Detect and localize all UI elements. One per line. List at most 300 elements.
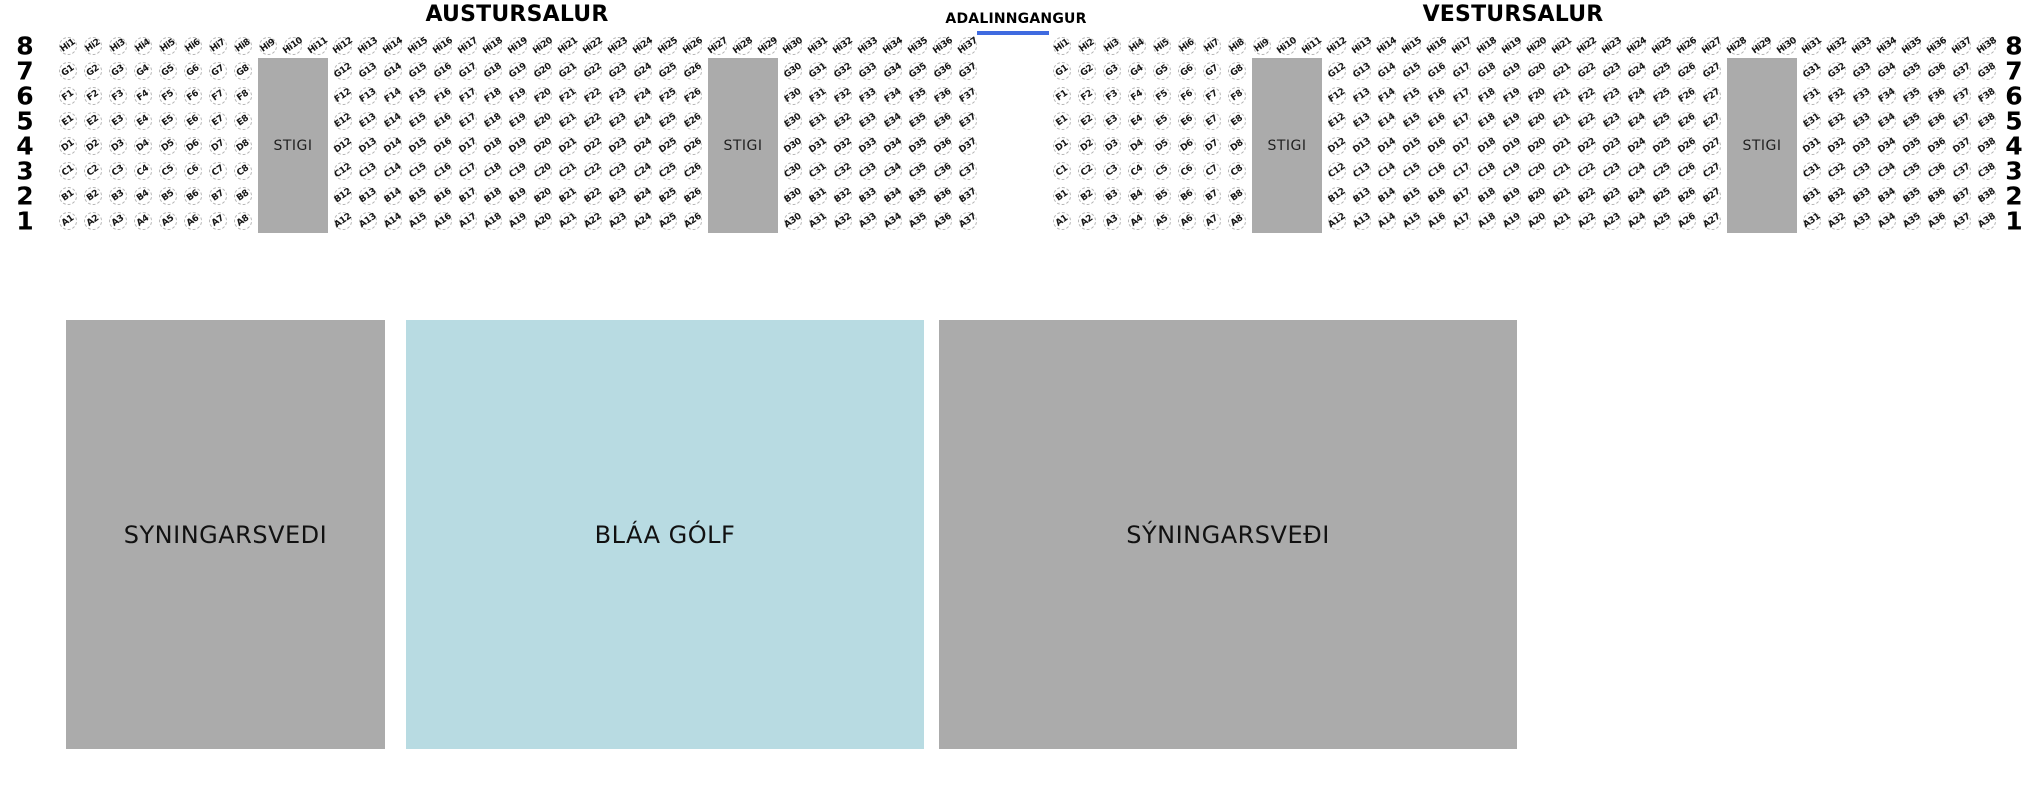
seat[interactable] — [1128, 62, 1146, 80]
seat[interactable] — [1228, 112, 1246, 130]
seat[interactable] — [534, 112, 552, 130]
seat[interactable] — [1903, 212, 1921, 230]
seat[interactable] — [409, 212, 427, 230]
seat[interactable] — [1603, 112, 1621, 130]
seat[interactable] — [934, 62, 952, 80]
seat[interactable] — [834, 137, 852, 155]
seat[interactable] — [809, 187, 827, 205]
seat[interactable] — [1678, 162, 1696, 180]
seat[interactable] — [1528, 112, 1546, 130]
seat[interactable] — [659, 62, 677, 80]
seat[interactable] — [1275, 35, 1299, 57]
seat[interactable] — [1725, 35, 1749, 57]
seat[interactable] — [1328, 162, 1346, 180]
seat[interactable] — [1178, 112, 1196, 130]
seat[interactable] — [1828, 62, 1846, 80]
seat[interactable] — [334, 212, 352, 230]
seat[interactable] — [909, 187, 927, 205]
seat[interactable] — [409, 187, 427, 205]
seat[interactable] — [1103, 112, 1121, 130]
seat[interactable] — [159, 187, 177, 205]
seat[interactable] — [1403, 62, 1421, 80]
seat[interactable] — [859, 112, 877, 130]
seat[interactable] — [1103, 137, 1121, 155]
seat[interactable] — [634, 212, 652, 230]
seat[interactable] — [534, 137, 552, 155]
seat[interactable] — [84, 87, 102, 105]
seat[interactable] — [484, 137, 502, 155]
seat[interactable] — [234, 212, 252, 230]
seat[interactable] — [509, 62, 527, 80]
seat[interactable] — [1228, 87, 1246, 105]
seat[interactable] — [1353, 137, 1371, 155]
seat[interactable] — [1378, 162, 1396, 180]
seat[interactable] — [784, 62, 802, 80]
seat[interactable] — [1528, 212, 1546, 230]
seat[interactable] — [1553, 162, 1571, 180]
seat[interactable] — [1528, 162, 1546, 180]
seat[interactable] — [634, 162, 652, 180]
seat[interactable] — [884, 62, 902, 80]
seat[interactable] — [1678, 112, 1696, 130]
seat[interactable] — [1128, 187, 1146, 205]
seat[interactable] — [1953, 162, 1971, 180]
seat[interactable] — [359, 187, 377, 205]
seat[interactable] — [384, 112, 402, 130]
seat[interactable] — [1400, 35, 1424, 57]
seat[interactable] — [1803, 187, 1821, 205]
seat[interactable] — [509, 137, 527, 155]
seat[interactable] — [1350, 35, 1374, 57]
seat[interactable] — [784, 87, 802, 105]
seat[interactable] — [209, 87, 227, 105]
seat[interactable] — [1053, 212, 1071, 230]
seat[interactable] — [234, 87, 252, 105]
seat[interactable] — [134, 87, 152, 105]
seat[interactable] — [84, 112, 102, 130]
seat[interactable] — [859, 137, 877, 155]
seat[interactable] — [1178, 187, 1196, 205]
seat[interactable] — [1053, 137, 1071, 155]
seat[interactable] — [1478, 212, 1496, 230]
seat[interactable] — [584, 187, 602, 205]
seat[interactable] — [809, 137, 827, 155]
seat[interactable] — [884, 187, 902, 205]
seat[interactable] — [1428, 137, 1446, 155]
seat[interactable] — [1078, 162, 1096, 180]
seat[interactable] — [1953, 187, 1971, 205]
seat[interactable] — [1878, 62, 1896, 80]
seat[interactable] — [209, 212, 227, 230]
seat[interactable] — [431, 35, 455, 57]
seat[interactable] — [959, 212, 977, 230]
seat[interactable] — [434, 162, 452, 180]
seat[interactable] — [1503, 187, 1521, 205]
seat[interactable] — [434, 212, 452, 230]
seat[interactable] — [409, 112, 427, 130]
seat[interactable] — [559, 187, 577, 205]
seat[interactable] — [334, 62, 352, 80]
seat[interactable] — [459, 112, 477, 130]
seat[interactable] — [1928, 212, 1946, 230]
seat[interactable] — [1128, 87, 1146, 105]
seat[interactable] — [384, 87, 402, 105]
seat[interactable] — [684, 162, 702, 180]
seat[interactable] — [1453, 87, 1471, 105]
seat[interactable] — [1978, 187, 1996, 205]
seat[interactable] — [1203, 137, 1221, 155]
seat[interactable] — [1903, 62, 1921, 80]
seat[interactable] — [1678, 187, 1696, 205]
seat[interactable] — [1153, 162, 1171, 180]
seat[interactable] — [1403, 212, 1421, 230]
seat[interactable] — [881, 35, 905, 57]
seat[interactable] — [509, 112, 527, 130]
seat[interactable] — [134, 137, 152, 155]
seat[interactable] — [659, 212, 677, 230]
seat[interactable] — [1853, 112, 1871, 130]
seat[interactable] — [1853, 212, 1871, 230]
seat[interactable] — [634, 62, 652, 80]
seat[interactable] — [684, 87, 702, 105]
seat[interactable] — [359, 112, 377, 130]
seat[interactable] — [1803, 212, 1821, 230]
seat[interactable] — [434, 112, 452, 130]
seat[interactable] — [934, 187, 952, 205]
seat[interactable] — [534, 212, 552, 230]
seat[interactable] — [1203, 212, 1221, 230]
seat[interactable] — [134, 212, 152, 230]
seat[interactable] — [1153, 37, 1171, 55]
seat[interactable] — [1928, 162, 1946, 180]
seat[interactable] — [634, 187, 652, 205]
seat[interactable] — [681, 35, 705, 57]
seat[interactable] — [1403, 137, 1421, 155]
seat[interactable] — [456, 35, 480, 57]
seat[interactable] — [1578, 187, 1596, 205]
seat[interactable] — [1503, 87, 1521, 105]
seat[interactable] — [1628, 162, 1646, 180]
seat[interactable] — [359, 162, 377, 180]
seat[interactable] — [59, 162, 77, 180]
seat[interactable] — [1828, 137, 1846, 155]
seat[interactable] — [409, 137, 427, 155]
seat[interactable] — [1928, 112, 1946, 130]
seat[interactable] — [584, 212, 602, 230]
seat[interactable] — [1328, 187, 1346, 205]
seat[interactable] — [1775, 35, 1799, 57]
seat[interactable] — [934, 162, 952, 180]
seat[interactable] — [884, 162, 902, 180]
seat[interactable] — [909, 87, 927, 105]
seat[interactable] — [184, 187, 202, 205]
seat[interactable] — [484, 62, 502, 80]
seat[interactable] — [509, 212, 527, 230]
seat[interactable] — [434, 87, 452, 105]
seat[interactable] — [1903, 112, 1921, 130]
seat[interactable] — [334, 137, 352, 155]
seat[interactable] — [109, 112, 127, 130]
seat[interactable] — [609, 87, 627, 105]
seat[interactable] — [84, 212, 102, 230]
seat[interactable] — [1453, 112, 1471, 130]
seat[interactable] — [84, 62, 102, 80]
seat[interactable] — [1328, 62, 1346, 80]
seat[interactable] — [834, 162, 852, 180]
seat[interactable] — [184, 137, 202, 155]
seat[interactable] — [1328, 137, 1346, 155]
seat[interactable] — [1950, 35, 1974, 57]
seat[interactable] — [1878, 162, 1896, 180]
seat[interactable] — [1553, 187, 1571, 205]
seat[interactable] — [1700, 35, 1724, 57]
seat[interactable] — [109, 187, 127, 205]
seat[interactable] — [1378, 112, 1396, 130]
seat[interactable] — [1478, 62, 1496, 80]
seat[interactable] — [706, 35, 730, 57]
seat[interactable] — [1500, 35, 1524, 57]
seat[interactable] — [209, 162, 227, 180]
seat[interactable] — [859, 212, 877, 230]
seat[interactable] — [1453, 162, 1471, 180]
seat[interactable] — [1525, 35, 1549, 57]
seat[interactable] — [484, 87, 502, 105]
seat[interactable] — [1428, 62, 1446, 80]
seat[interactable] — [1403, 162, 1421, 180]
seat[interactable] — [1953, 137, 1971, 155]
seat[interactable] — [1203, 37, 1221, 55]
seat[interactable] — [1550, 35, 1574, 57]
seat[interactable] — [634, 112, 652, 130]
seat[interactable] — [1803, 87, 1821, 105]
seat[interactable] — [359, 212, 377, 230]
seat[interactable] — [1978, 162, 1996, 180]
seat[interactable] — [1153, 112, 1171, 130]
seat[interactable] — [1203, 112, 1221, 130]
seat[interactable] — [684, 137, 702, 155]
seat[interactable] — [1128, 212, 1146, 230]
seat[interactable] — [1978, 87, 1996, 105]
seat[interactable] — [1653, 162, 1671, 180]
seat[interactable] — [1103, 62, 1121, 80]
seat[interactable] — [1353, 62, 1371, 80]
seat[interactable] — [1675, 35, 1699, 57]
seat[interactable] — [909, 212, 927, 230]
seat[interactable] — [184, 112, 202, 130]
seat[interactable] — [134, 162, 152, 180]
seat[interactable] — [1678, 137, 1696, 155]
seat[interactable] — [1528, 62, 1546, 80]
seat[interactable] — [1328, 87, 1346, 105]
seat[interactable] — [1503, 62, 1521, 80]
seat[interactable] — [1975, 35, 1999, 57]
seat[interactable] — [584, 137, 602, 155]
seat[interactable] — [956, 35, 980, 57]
seat[interactable] — [1503, 137, 1521, 155]
seat[interactable] — [459, 187, 477, 205]
seat[interactable] — [809, 112, 827, 130]
seat[interactable] — [559, 112, 577, 130]
seat[interactable] — [659, 187, 677, 205]
seat[interactable] — [809, 62, 827, 80]
seat[interactable] — [184, 87, 202, 105]
seat[interactable] — [834, 62, 852, 80]
seat[interactable] — [409, 62, 427, 80]
seat[interactable] — [1453, 212, 1471, 230]
seat[interactable] — [1703, 212, 1721, 230]
seat[interactable] — [159, 62, 177, 80]
seat[interactable] — [1128, 137, 1146, 155]
seat[interactable] — [959, 112, 977, 130]
seat[interactable] — [59, 187, 77, 205]
seat[interactable] — [1253, 37, 1271, 55]
seat[interactable] — [1878, 87, 1896, 105]
seat[interactable] — [1628, 137, 1646, 155]
seat[interactable] — [1703, 187, 1721, 205]
seat[interactable] — [906, 35, 930, 57]
seat[interactable] — [684, 212, 702, 230]
seat[interactable] — [609, 62, 627, 80]
seat[interactable] — [884, 212, 902, 230]
seat[interactable] — [459, 137, 477, 155]
seat[interactable] — [1653, 187, 1671, 205]
seat[interactable] — [184, 212, 202, 230]
seat[interactable] — [1603, 137, 1621, 155]
seat[interactable] — [1978, 112, 1996, 130]
seat[interactable] — [1853, 162, 1871, 180]
seat[interactable] — [1353, 212, 1371, 230]
seat[interactable] — [859, 62, 877, 80]
seat[interactable] — [1228, 137, 1246, 155]
seat[interactable] — [59, 137, 77, 155]
seat[interactable] — [1428, 112, 1446, 130]
seat[interactable] — [1178, 37, 1196, 55]
seat[interactable] — [784, 112, 802, 130]
seat[interactable] — [934, 112, 952, 130]
seat[interactable] — [1103, 162, 1121, 180]
seat[interactable] — [1428, 87, 1446, 105]
seat[interactable] — [1128, 112, 1146, 130]
seat[interactable] — [384, 137, 402, 155]
seat[interactable] — [134, 112, 152, 130]
seat[interactable] — [1828, 187, 1846, 205]
seat[interactable] — [884, 137, 902, 155]
seat[interactable] — [209, 137, 227, 155]
seat[interactable] — [584, 112, 602, 130]
seat[interactable] — [1203, 87, 1221, 105]
seat[interactable] — [1328, 112, 1346, 130]
seat[interactable] — [784, 187, 802, 205]
seat[interactable] — [684, 187, 702, 205]
seat[interactable] — [506, 35, 530, 57]
seat[interactable] — [781, 35, 805, 57]
seat[interactable] — [559, 137, 577, 155]
seat[interactable] — [234, 62, 252, 80]
seat[interactable] — [1928, 187, 1946, 205]
seat[interactable] — [1578, 212, 1596, 230]
floor-area-syningarsvedi-left[interactable] — [66, 320, 385, 749]
seat[interactable] — [1478, 187, 1496, 205]
seat[interactable] — [1078, 137, 1096, 155]
seat[interactable] — [1378, 87, 1396, 105]
seat[interactable] — [809, 87, 827, 105]
seat[interactable] — [959, 137, 977, 155]
seat[interactable] — [159, 112, 177, 130]
seat[interactable] — [1103, 37, 1121, 55]
seat[interactable] — [659, 112, 677, 130]
seat[interactable] — [534, 162, 552, 180]
seat[interactable] — [934, 212, 952, 230]
seat[interactable] — [1450, 35, 1474, 57]
seat[interactable] — [1328, 212, 1346, 230]
seat[interactable] — [1378, 137, 1396, 155]
seat[interactable] — [784, 137, 802, 155]
seat[interactable] — [659, 137, 677, 155]
seat[interactable] — [1828, 162, 1846, 180]
seat[interactable] — [1353, 162, 1371, 180]
seat[interactable] — [1828, 112, 1846, 130]
seat[interactable] — [1853, 87, 1871, 105]
seat[interactable] — [1053, 62, 1071, 80]
seat[interactable] — [1903, 87, 1921, 105]
seat[interactable] — [1428, 162, 1446, 180]
seat[interactable] — [484, 187, 502, 205]
seat[interactable] — [1878, 112, 1896, 130]
seat[interactable] — [1900, 35, 1924, 57]
seat[interactable] — [581, 35, 605, 57]
seat[interactable] — [1203, 187, 1221, 205]
seat[interactable] — [234, 187, 252, 205]
seat[interactable] — [831, 35, 855, 57]
seat[interactable] — [931, 35, 955, 57]
seat[interactable] — [884, 87, 902, 105]
seat[interactable] — [384, 212, 402, 230]
seat[interactable] — [334, 87, 352, 105]
seat[interactable] — [1403, 87, 1421, 105]
seat[interactable] — [1078, 37, 1096, 55]
seat[interactable] — [1803, 62, 1821, 80]
seat[interactable] — [109, 137, 127, 155]
seat[interactable] — [834, 187, 852, 205]
seat[interactable] — [1153, 187, 1171, 205]
seat[interactable] — [1325, 35, 1349, 57]
seat[interactable] — [1853, 137, 1871, 155]
seat[interactable] — [1553, 112, 1571, 130]
seat[interactable] — [659, 87, 677, 105]
seat[interactable] — [1803, 112, 1821, 130]
seat[interactable] — [909, 62, 927, 80]
seat[interactable] — [109, 162, 127, 180]
seat[interactable] — [609, 187, 627, 205]
seat[interactable] — [1628, 187, 1646, 205]
seat[interactable] — [1378, 187, 1396, 205]
seat[interactable] — [281, 35, 305, 57]
seat[interactable] — [334, 187, 352, 205]
seat[interactable] — [159, 137, 177, 155]
seat[interactable] — [959, 87, 977, 105]
seat[interactable] — [356, 35, 380, 57]
seat[interactable] — [934, 137, 952, 155]
seat[interactable] — [909, 137, 927, 155]
seat[interactable] — [859, 187, 877, 205]
seat[interactable] — [1628, 212, 1646, 230]
seat[interactable] — [1553, 87, 1571, 105]
seat[interactable] — [159, 37, 177, 55]
seat[interactable] — [1503, 162, 1521, 180]
seat[interactable] — [1853, 62, 1871, 80]
seat[interactable] — [184, 37, 202, 55]
seat[interactable] — [159, 162, 177, 180]
